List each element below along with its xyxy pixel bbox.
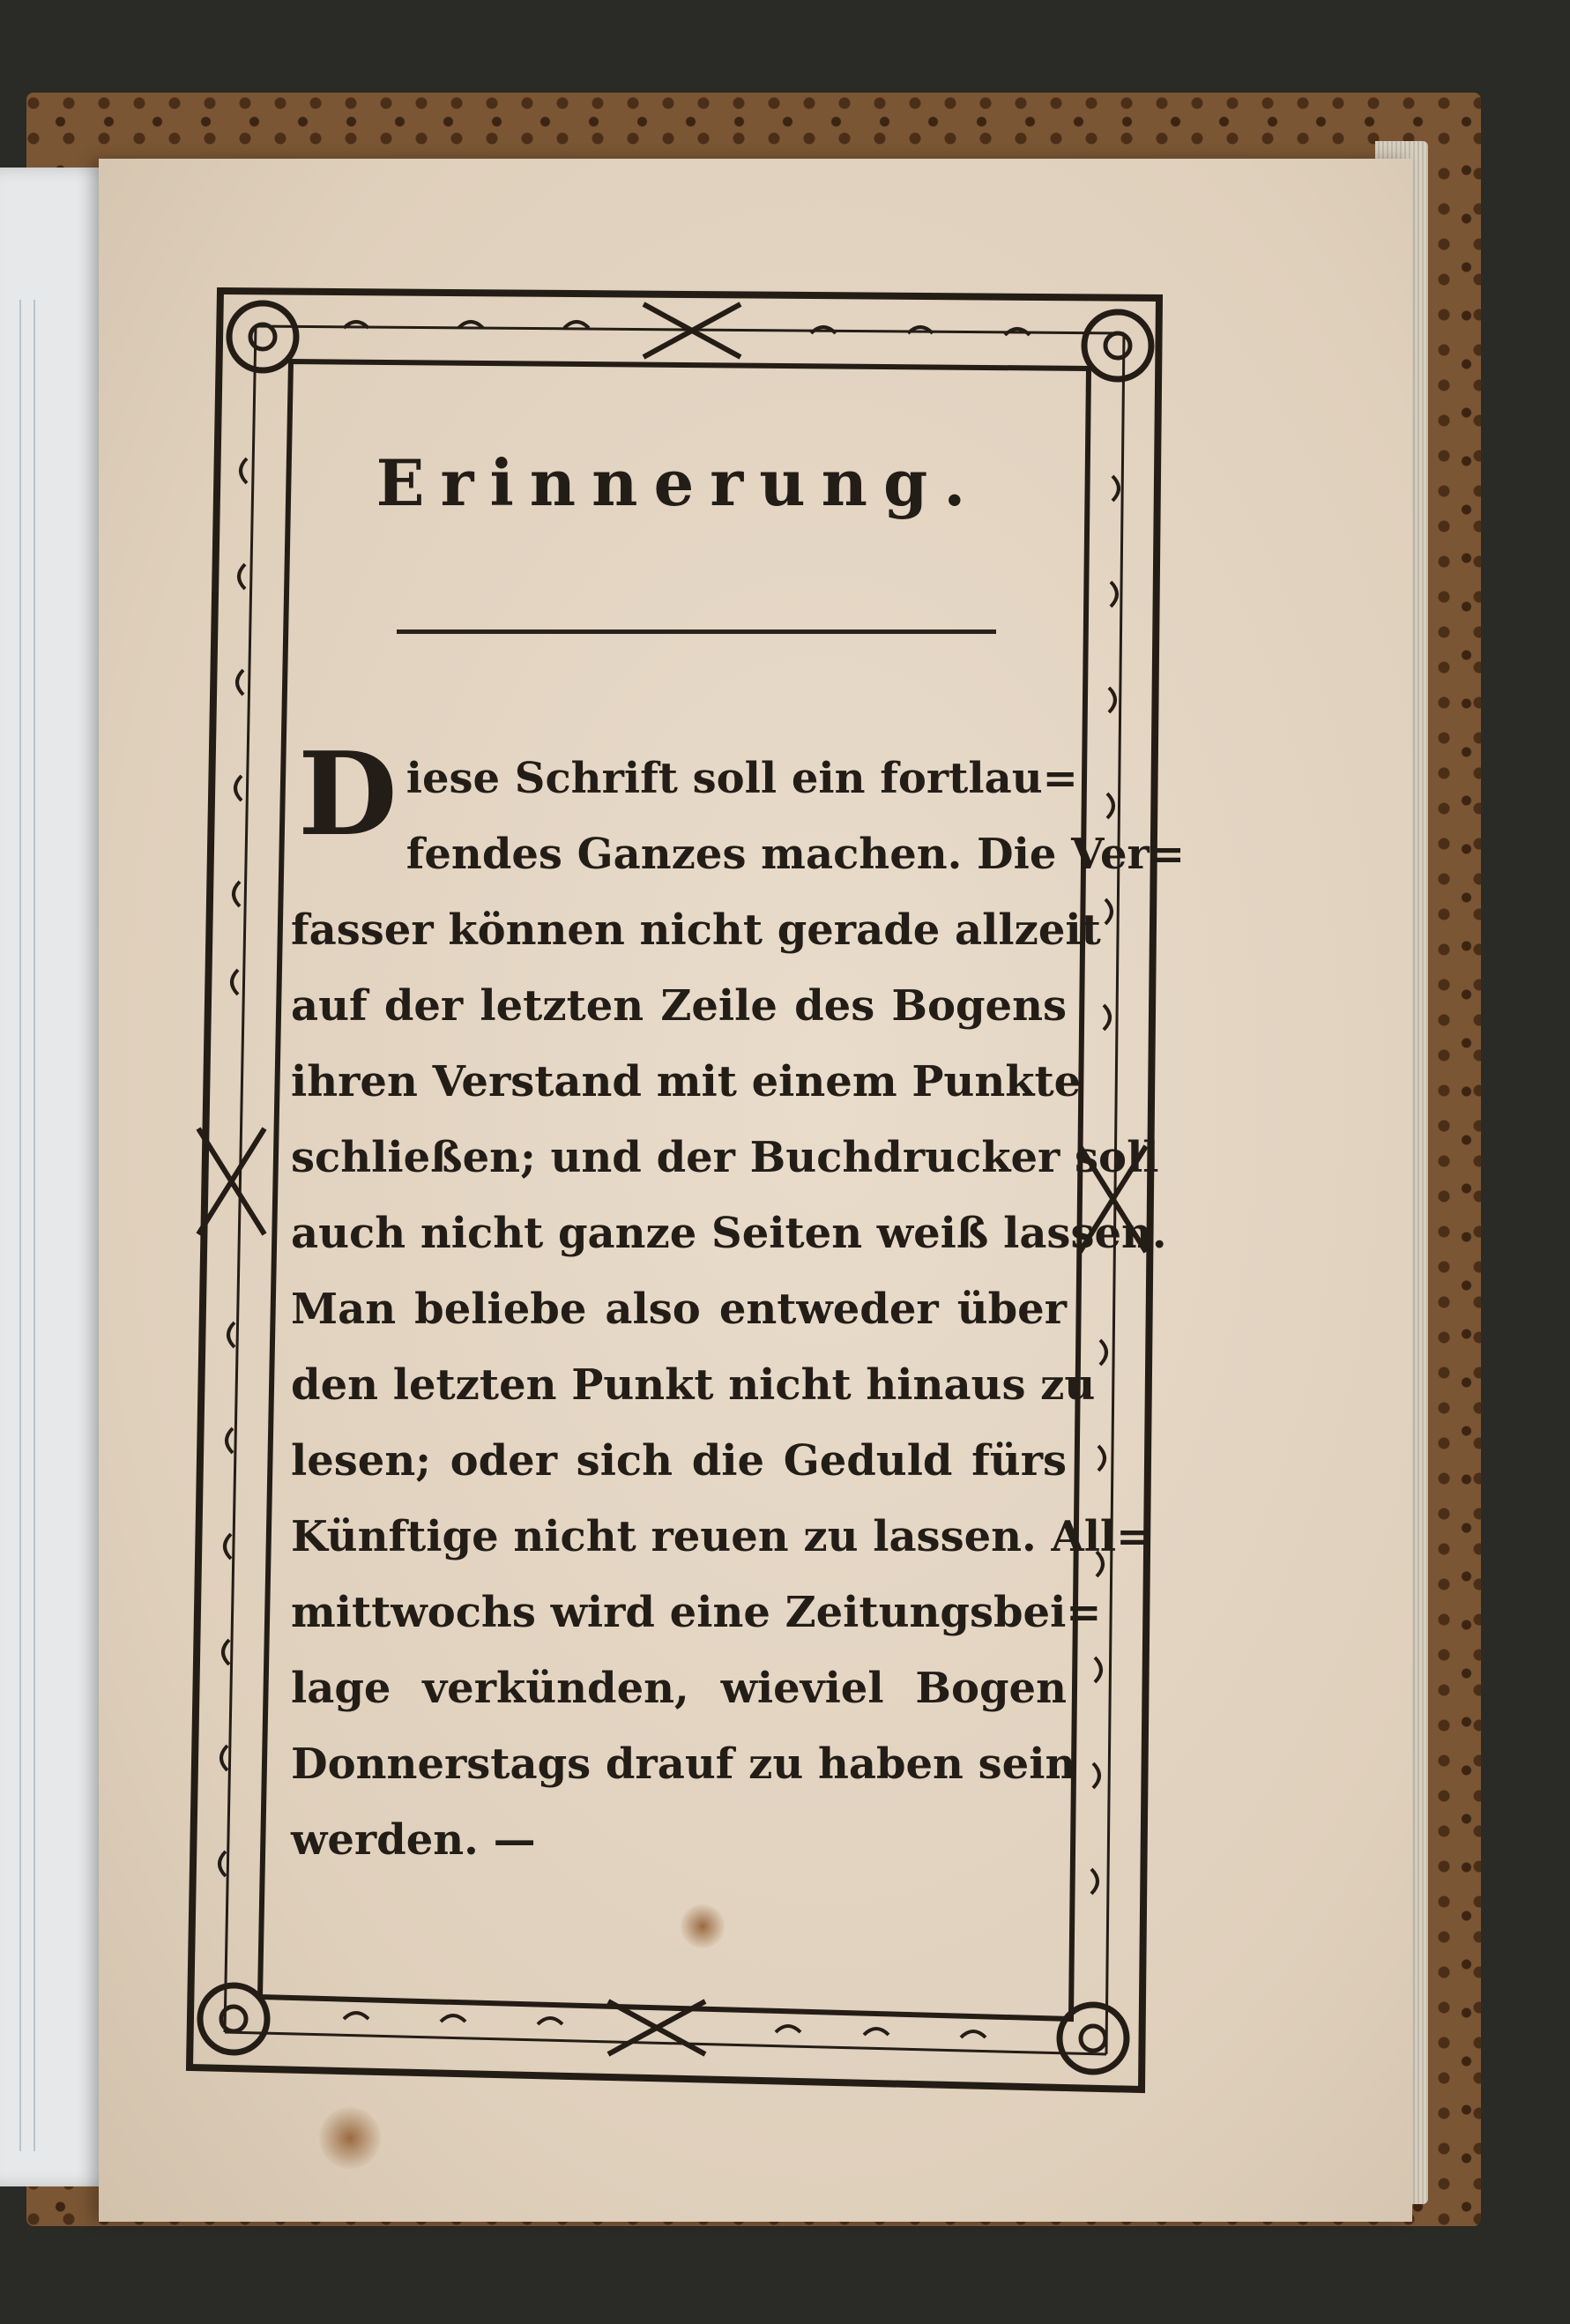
text-line: schließen; und der Buchdrucker soll <box>291 1133 1159 1182</box>
text-line: Künftige nicht reuen zu lassen. All= <box>291 1512 1152 1561</box>
drop-cap: D <box>298 726 398 861</box>
text-line: werden. — <box>291 1815 536 1865</box>
page-title: Erinnerung. <box>376 445 982 520</box>
text-line: fendes Ganzes machen. Die Ver= <box>406 830 1186 879</box>
text-line: iese Schrift soll ein fortlau= <box>406 754 1078 803</box>
text-line: lesen; oder sich die Geduld fürs <box>291 1436 1067 1486</box>
text-line: lage verkünden, wieviel Bogen <box>291 1664 1067 1713</box>
body-text <box>291 726 1186 1878</box>
text-line: auf der letzten Zeile des Bogens <box>291 981 1067 1031</box>
text-line: ihren Verstand mit einem Punkte <box>291 1057 1082 1106</box>
text-line: Donnerstags drauf zu haben sein <box>291 1739 1076 1789</box>
text-line: fasser können nicht gerade allzeit <box>291 905 1101 955</box>
text-line: Man beliebe also entweder über <box>291 1285 1067 1334</box>
text-line: mittwochs wird eine Zeitungsbei= <box>291 1588 1102 1637</box>
title-rule <box>397 629 996 634</box>
text-line: auch nicht ganze Seiten weiß lassen. <box>291 1209 1167 1258</box>
text-line: den letzten Punkt nicht hinaus zu <box>291 1360 1096 1410</box>
